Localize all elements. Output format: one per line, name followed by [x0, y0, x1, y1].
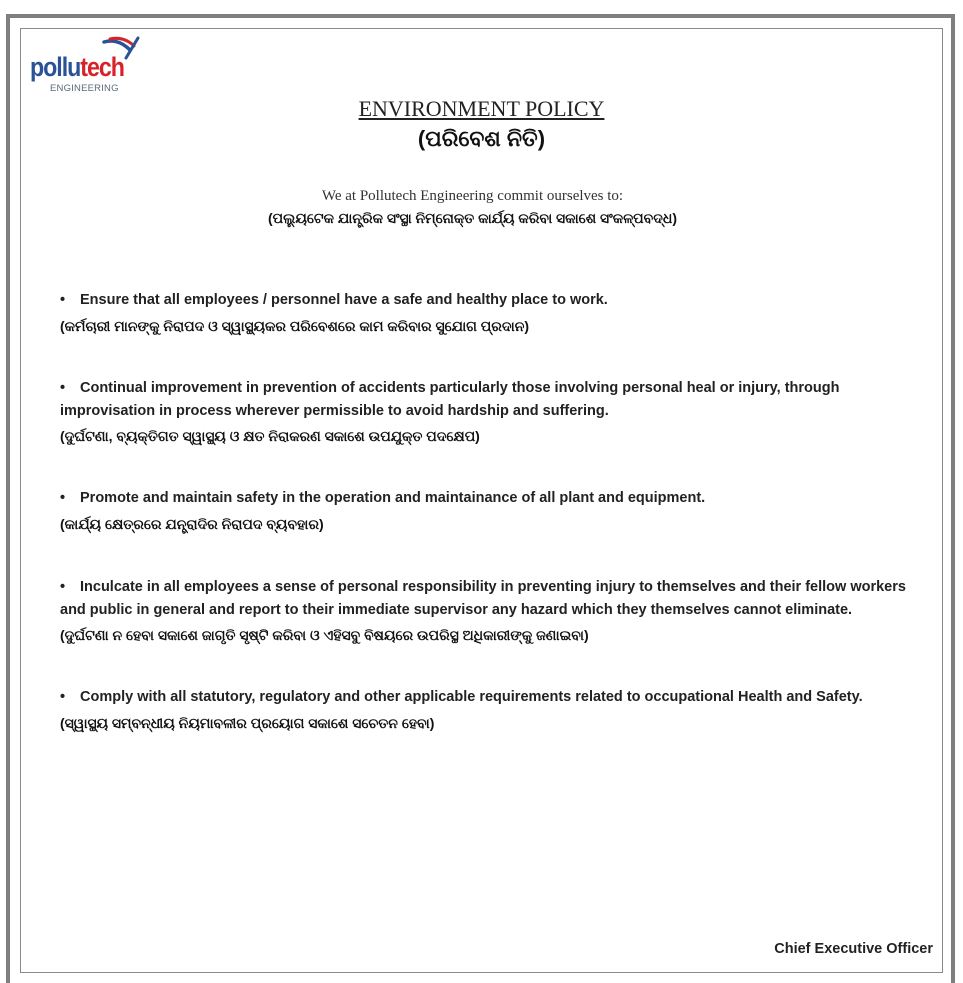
page-title: ENVIRONMENT POLICY	[358, 96, 605, 121]
logo-word-part2: tech	[80, 52, 124, 82]
policy-item-odia: (ଦୁର୍ଘଟଣା, ବ୍ୟକ୍ତିଗତ ସ୍ୱାସ୍ଥ୍ୟ ଓ କ୍ଷତ ନିରାକରଣ ସକାଶେ ଉପଯୁକ୍ତ ପଦକ୍ଷେପ)	[60, 428, 480, 444]
policy-item-odia: (କର୍ମଚାରୀ ମାନଙ୍କୁ ନିରାପଦ ଓ ସ୍ୱାସ୍ଥ୍ୟକର ପରିବେଶରେ କାମ କରିବାର ସୁଯୋଗ ପ୍ରଦାନ)	[60, 317, 530, 334]
bullet-icon: •	[60, 380, 66, 396]
page-title-odia: (ପରିବେଶ ନିତି)	[417, 126, 546, 151]
bullet-icon: •	[60, 292, 66, 308]
policy-item-odia: (ସ୍ୱାସ୍ଥ୍ୟ ସମ୍ବନ୍ଧୀୟ ନିୟମାବଳୀର ପ୍ରୟୋଗ ସକାଶେ ସଚେତନ ହେବା)	[60, 714, 435, 731]
policy-item-odia: (ଦୁର୍ଘଟଣା ନ ହେବା ସକାଶେ ଜାଗୃତି ସୃଷ୍ଟି କରିବା ଓ ଏହିସବୁ ବିଷୟରେ ଉପରିସ୍ଥ ଅଧିକାରୀଙ୍କୁ ଜଣାଇବା)	[60, 627, 589, 643]
bullet-icon: •	[60, 490, 66, 506]
policy-item-4	[60, 576, 910, 645]
policy-item-3	[60, 487, 910, 534]
policy-item-text: Promote and maintain safety in the operation and maintainance of all plant and equipment.	[80, 490, 706, 506]
logo-word-part1: pollu	[30, 52, 81, 82]
bullet-icon: •	[60, 579, 66, 595]
signature-title: Chief Executive Officer	[774, 941, 933, 957]
intro-text: We at Pollutech Engineering commit ourselves to:	[321, 188, 624, 204]
policy-item-text: Continual improvement in prevention of accidents particularly those involving personal heal or injury, through improvisation in process wherever permissible to avoid hardship and suffering.	[60, 380, 840, 419]
pollutech-logo	[30, 36, 140, 96]
policy-item-2	[60, 377, 910, 446]
intro-text-odia: (ପଲ୍ୟୁଟେକ ଯାନ୍ତ୍ରିକ ସଂସ୍ଥା ନିମ୍ନୋକ୍ତ କାର୍ଯ୍ୟ କରିବା ସକାଶେ ସଂକଳ୍ପବଦ୍ଧ)	[268, 210, 677, 226]
logo-subtitle: ENGINEERING	[50, 83, 119, 94]
policy-item-text: Ensure that all employees / personnel have a safe and healthy place to work.	[80, 292, 608, 308]
policy-item-5	[60, 686, 910, 733]
policy-item-odia: (କାର୍ଯ୍ୟ କ୍ଷେତ୍ରରେ ଯନ୍ତ୍ରାଦିର ନିରାପଦ ବ୍ୟବହାର)	[60, 515, 324, 532]
policy-item-1	[60, 289, 910, 336]
logo-wordmark	[30, 52, 124, 83]
bullet-icon: •	[60, 689, 66, 705]
policy-item-text: Inculcate in all employees a sense of personal responsibility in preventing injury to themselves and their fellow workers and public in general and report to their immediate supervisor any hazard which they themselves cannot eliminate.	[60, 579, 906, 618]
policy-item-text: Comply with all statutory, regulatory and other applicable requirements related to occupational Health and Safety.	[80, 689, 863, 705]
